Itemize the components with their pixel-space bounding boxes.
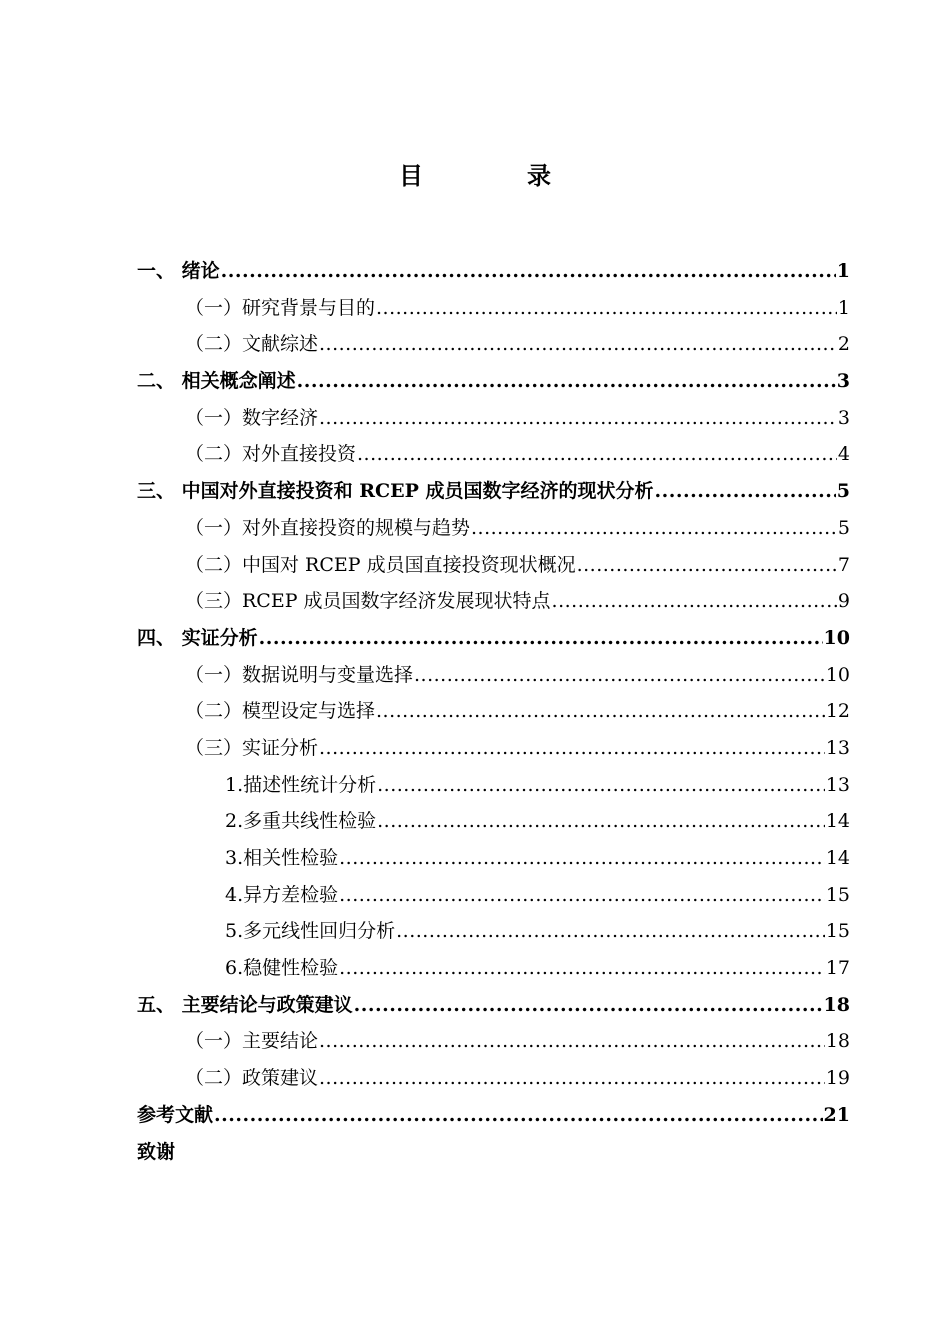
toc-page-number: 15 (825, 883, 850, 906)
toc-leader-dots (552, 583, 837, 620)
toc-leader-dots (319, 400, 837, 437)
toc-entry[interactable] (137, 913, 850, 950)
toc-page-number: 10 (825, 663, 850, 686)
toc-page-number: 9 (837, 590, 850, 613)
toc-page-number: 7 (837, 553, 850, 576)
toc-entry[interactable] (137, 987, 850, 1024)
toc-entry-title: （一）数据说明与变量选择 (185, 663, 414, 686)
toc-entry[interactable] (137, 950, 850, 987)
toc-entry-title: （二）对外直接投资 (185, 443, 357, 466)
toc-entry[interactable] (137, 326, 850, 363)
toc-entry-title: （一）对外直接投资的规模与趋势 (185, 516, 471, 539)
toc-entry[interactable] (137, 730, 850, 767)
toc-entry-title: （一）数字经济 (185, 406, 319, 429)
toc-entry-title: （三）实证分析 (185, 736, 319, 759)
toc-page-number: 13 (825, 736, 850, 759)
toc-entry-title: （一）研究背景与目的 (185, 296, 376, 319)
toc-entry-title: 2.多重共线性检验 (225, 810, 377, 833)
toc-entry[interactable] (137, 1134, 850, 1171)
toc-leader-dots (319, 326, 837, 363)
toc-page-number: 13 (825, 773, 850, 796)
toc-entry-title: （二）中国对 RCEP 成员国直接投资现状概况 (185, 553, 576, 576)
toc-page-number: 3 (836, 370, 850, 393)
toc-page-number: 4 (837, 443, 850, 466)
toc-entry-title: 五、 主要结论与政策建议 (137, 993, 353, 1016)
toc-leader-dots (319, 1060, 825, 1097)
table-of-contents (137, 253, 850, 1170)
toc-entry[interactable] (137, 473, 850, 510)
toc-leader-dots (319, 1023, 825, 1060)
toc-entry[interactable] (137, 620, 850, 657)
toc-leader-dots (221, 253, 836, 290)
toc-leader-dots (259, 620, 823, 657)
toc-leader-dots (339, 950, 825, 987)
toc-entry[interactable] (137, 253, 850, 290)
toc-leader-dots (354, 987, 823, 1024)
toc-leader-dots (297, 363, 836, 400)
toc-entry-title: （二）政策建议 (185, 1067, 319, 1090)
toc-entry-title: （二）模型设定与选择 (185, 700, 376, 723)
toc-entry-title: 4.异方差检验 (225, 883, 339, 906)
toc-page-number: 21 (823, 1103, 850, 1126)
toc-entry[interactable] (137, 290, 850, 327)
toc-page-number: 2 (837, 333, 850, 356)
toc-entry-title: 致谢 (137, 1140, 176, 1163)
toc-leader-dots (214, 1097, 823, 1134)
toc-page-number: 10 (823, 626, 850, 649)
toc-entry[interactable] (137, 877, 850, 914)
toc-entry-title: 一、 绪论 (137, 260, 220, 282)
toc-page-number: 18 (823, 993, 850, 1016)
toc-entry-title: 3.相关性检验 (225, 847, 339, 869)
toc-entry[interactable] (137, 1097, 850, 1134)
toc-leader-dots (339, 877, 825, 914)
toc-entry[interactable] (137, 693, 850, 730)
toc-leader-dots (377, 803, 825, 840)
page-title: 目 录 (399, 161, 591, 190)
toc-entry-title: 四、 实证分析 (137, 626, 258, 649)
toc-page-number: 5 (836, 480, 850, 503)
toc-leader-dots (471, 510, 837, 547)
toc-page-number: 15 (825, 920, 850, 943)
toc-leader-dots (357, 436, 837, 473)
toc-entry[interactable] (137, 547, 850, 584)
toc-entry-title: （二）文献综述 (185, 333, 319, 356)
toc-page-number: 14 (825, 847, 850, 869)
toc-leader-dots (376, 693, 825, 730)
toc-page-number: 18 (825, 1030, 850, 1053)
toc-entry[interactable] (137, 657, 850, 694)
toc-entry[interactable] (137, 1023, 850, 1060)
toc-entry[interactable] (137, 400, 850, 437)
toc-leader-dots (655, 473, 836, 510)
toc-entry[interactable] (137, 767, 850, 804)
toc-entry-title: （一）主要结论 (185, 1030, 319, 1053)
toc-leader-dots (376, 290, 837, 327)
toc-page-number: 3 (837, 406, 850, 429)
toc-entry[interactable] (137, 1060, 850, 1097)
toc-page-number: 1 (837, 296, 850, 319)
toc-leader-dots (414, 657, 825, 694)
toc-entry[interactable] (137, 436, 850, 473)
toc-page-number: 14 (825, 810, 850, 833)
toc-entry-title: 1.描述性统计分析 (225, 773, 377, 796)
toc-entry-title: （三）RCEP 成员国数字经济发展现状特点 (185, 590, 551, 613)
toc-entry-title: 三、 中国对外直接投资和 RCEP 成员国数字经济的现状分析 (137, 480, 654, 503)
toc-entry-title: 6.稳健性检验 (225, 957, 339, 980)
toc-entry[interactable] (137, 583, 850, 620)
toc-page-number: 5 (837, 516, 850, 539)
toc-leader-dots (396, 913, 825, 950)
toc-page-number: 19 (825, 1067, 850, 1090)
toc-entry[interactable] (137, 803, 850, 840)
toc-entry-title: 参考文献 (137, 1103, 214, 1126)
toc-entry-title: 二、 相关概念阐述 (137, 370, 296, 393)
toc-entry[interactable] (137, 510, 850, 547)
toc-entry[interactable] (137, 363, 850, 400)
toc-leader-dots (319, 730, 825, 767)
toc-leader-dots (339, 840, 825, 877)
toc-entry-title: 5.多元线性回归分析 (225, 920, 396, 943)
toc-page-number: 17 (825, 957, 850, 980)
toc-entry[interactable] (137, 840, 850, 877)
toc-page-number: 12 (825, 700, 850, 723)
toc-leader-dots (577, 547, 837, 584)
toc-leader-dots (377, 767, 825, 804)
toc-page-number: 1 (836, 260, 850, 282)
